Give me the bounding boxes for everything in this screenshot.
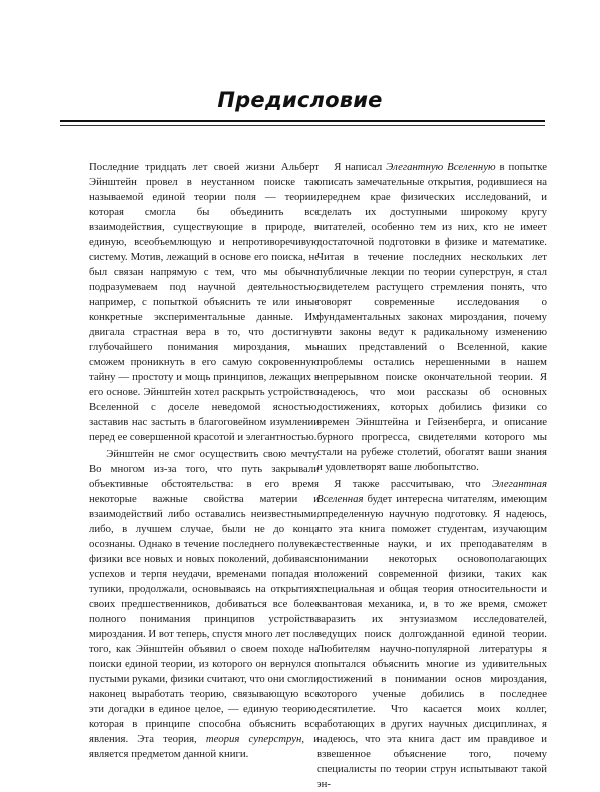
title-rule-thick	[60, 120, 545, 122]
right-paragraph-2	[317, 477, 547, 792]
right-paragraph-2-start: Я также рассчитываю, что	[334, 478, 481, 490]
left-paragraph-1: Последние тридцать лет своей жизни Альберт Эйнштейн провел в неустанном поиске так называемой единой теории поля — теории, которая смогла бы объединить все взаимодействия, существующие в природе, в единую, всеобъемлющую и непротиворечивую систему. Мотив, лежащий в основе его поиска, не был связан напрямую с тем, что мы обычно подразумеваем под научной деятельностью, например, с попыткой объяснить те или иные конкретные экспериментальные данные. Им двигала страстная вера в то, что достигнув глубочайшего понимания мироздания, мы сможем проникнуть в его самую сокровенную тайну — простоту и мощь принципов, лежащих в его основе. Эйнштейн хотел раскрыть устройство Вселенной с доселе неведомой ясностью, заставив нас застыть в благоговейном изумлении перед ее совершенной красотой и элегантностью.	[89, 161, 319, 443]
right-paragraph-2-rest: будет интересна читателям, имеющим определенную научную подготовку. Я надеюсь, что эта книга поможет студентам, изучающим естественные науки, и их преподавателям в понимании некоторых основополагающих положений современной физики, таких как специальная и общая теория относительности и квантовая механика, и, в то же время, сможет заразить их энтузиазмом исследователей, ведущих поиск долгожданной единой теории. Любителям научно-популярной литературы я попытался объяснить многие из удивительных достижений в понимании основ мироздания, которого ученые добились в последнее десятилетие. Что касается моих коллег, работающих в других научных дисциплинах, я надеюсь, что эта книга даст им правдивое и взвешенное объяснение того, почему специалисты по теории струн испытывают такой эн-	[317, 493, 548, 790]
right-column	[317, 160, 547, 792]
right-paragraph-1	[317, 160, 547, 475]
left-paragraph-2	[89, 447, 319, 762]
left-paragraph-2-text: Эйнштейн не смог осуществить свою мечту. Во многом из-за того, что путь закрывали объективные обстоятельства: в его время некоторые важные свойства материи и взаимодействий либо оставались неизвестными, либо, в лучшем случае, были не до конца осознаны. Однако в течение последнего полувека физики все новых и новых поколений, добиваясь успехов и терпя неудачи, временами попадая в тупики, продолжали, основываясь на открытиях своих предшественников, добиваться все более полного понимания принципов устройства мироздания. И вот теперь, спустя много лет после того, как Эйнштейн объявил о своем походе на поиски единой теории, из которого он вернулся с пустыми руками, физики считают, что они смогли наконец выработать теорию, связывающую все эти догадки в единое целое, — единую теорию, которая в принципе способна объяснить все явления. Эта теория,	[89, 448, 319, 745]
left-paragraph-2-end: , и является предметом данной книги.	[89, 733, 319, 760]
left-column	[89, 160, 319, 762]
right-paragraph-1-start: Я написал	[334, 161, 383, 173]
right-paragraph-2-italic: Элегантная Вселенная	[317, 478, 547, 505]
right-paragraph-1-italic: Элегантную Вселенную	[386, 161, 496, 173]
page-title: Предисловие	[217, 88, 383, 112]
title-rule-thin	[60, 125, 545, 126]
left-paragraph-2-italic: теория суперструн	[205, 733, 302, 745]
right-paragraph-1-rest: в попытке описать замечательные открытия, родившиеся на переднем крае физических исследований, и сделать их доступными широкому кругу читателей, особенно тем из них, кто не имеет достаточной подготовки в физике и математике. Читая в течение последних нескольких лет публичные лекции по теории суперструн, я стал свидетелем растущего стремления понять, что говорят современные исследования о фундаментальных законах мироздания, почему эти законы ведут к радикальному изменению наших представлений о Вселенной, какие проблемы остались нерешенными в нашем непрерывном поиске окончательной теории. Я надеюсь, что мои рассказы об основных достижениях, которых добились физики со времен Эйнштейна и Гейзенберга, и описание бурного прогресса, свидетелями которого мы стали на рубеже столетий, обогатят ваши знания и удовлетворят ваше любопытство.	[317, 161, 548, 473]
